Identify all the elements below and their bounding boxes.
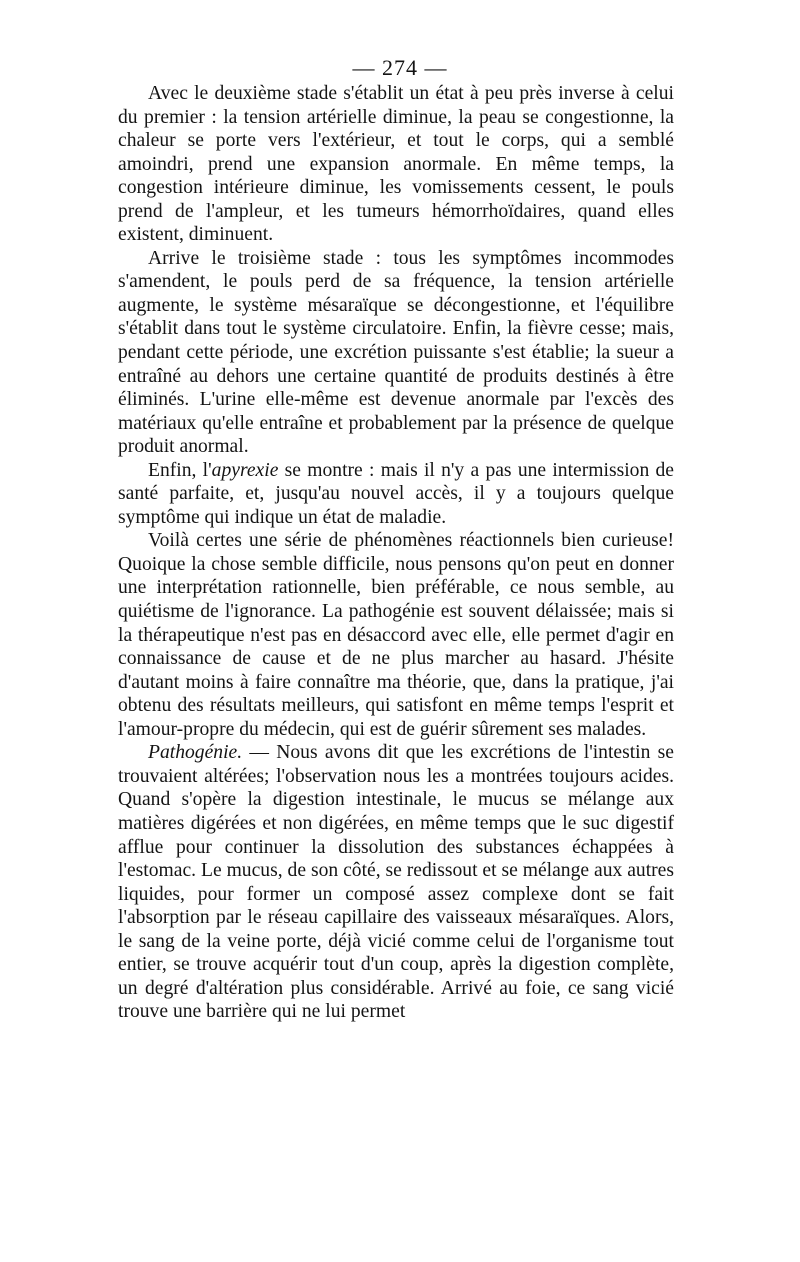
- paragraph-interpretation: Voilà certes une série de phénomènes réactionnels bien curieuse! Quoique la chose semble difficile, nous pensons qu'on peut en donner une interprétation rationnelle, bien préférable, ce nous semble, au quiétisme de l'ignorance. La pathogénie est souvent délaissée; mais si la thérapeutique n'est pas en désaccord avec elle, elle permet d'agir en connaissance de cause et de ne plus marcher au hasard. J'hésite d'autant moins à faire connaître ma théorie, que, dans la pratique, j'ai obtenu des résultats meilleurs, qui satisfont en même temps l'esprit et l'amour-propre du médecin, qui est de guérir sûrement ses malades.: [118, 530, 674, 740]
- paragraph-pathogenie: [118, 741, 674, 1024]
- paragraph-second-stage: Avec le deuxième stade s'établit un état à peu près inverse à celui du premier : la tension artérielle diminue, la peau se congestionne, la chaleur se porte vers l'extérieur, et tout le corps, qui a semblé amoindri, prend une expansion anormale. En même temps, la congestion intérieure diminue, les vomissements cessent, le pouls prend de l'ampleur, et les tumeurs hémorrhoïdaires, quand elles existent, diminuent.: [118, 83, 674, 246]
- pathogenie-heading: Pathogénie.: [148, 742, 243, 764]
- paragraph-apyrexie: [118, 459, 674, 530]
- apyrexie-lead: Enfin, l': [148, 459, 212, 481]
- body-text: [118, 82, 674, 1024]
- apyrexie-term: apyrexie: [211, 459, 279, 481]
- page-number: — 274 —: [352, 55, 448, 80]
- paragraph-third-stage: Arrive le troisième stade : tous les symptômes incommodes s'amendent, le pouls perd de sa fréquence, la tension artérielle augmente, le système mésaraïque se décongestionne, et l'équilibre s'établit dans tout le système circulatoire. Enfin, la fièvre cesse; mais, pendant cette période, une excrétion puissante s'est établie; la sueur a entraîné au dehors une certaine quantité de produits destinés à être éliminés. L'urine elle-même est devenue anormale par l'excès des matériaux qu'elle entraîne et probablement par la présence de quelque produit anormal.: [118, 247, 674, 458]
- apyrexie-rest: se montre : mais il n'y a pas une intermission de santé parfaite, et, jusqu'au nouvel accès, il y a toujours quelque symptôme qui indique un état de maladie.: [118, 459, 674, 528]
- pathogenie-text: — Nous avons dit que les excrétions de l'intestin se trouvaient altérées; l'observation nous les a montrées toujours acides. Quand s'opère la digestion intestinale, le mucus se mélange aux matières digérées et non digérées, en même temps que le suc digestif afflue pour continuer la dissolution des substances échappées à l'estomac. Le mucus, de son côté, se redissout et se mélange aux autres liquides, pour former un composé assez complexe dont se fait l'absorption par le réseau capillaire des vaisseaux mésaraïques. Alors, le sang de la veine porte, déjà vicié comme celui de l'organisme tout entier, se trouve acquérir tout d'un coup, après la digestion complète, un degré d'altération plus considérable. Arrivé au foie, ce sang vicié trouve une barrière qui ne lui permet: [118, 742, 674, 1023]
